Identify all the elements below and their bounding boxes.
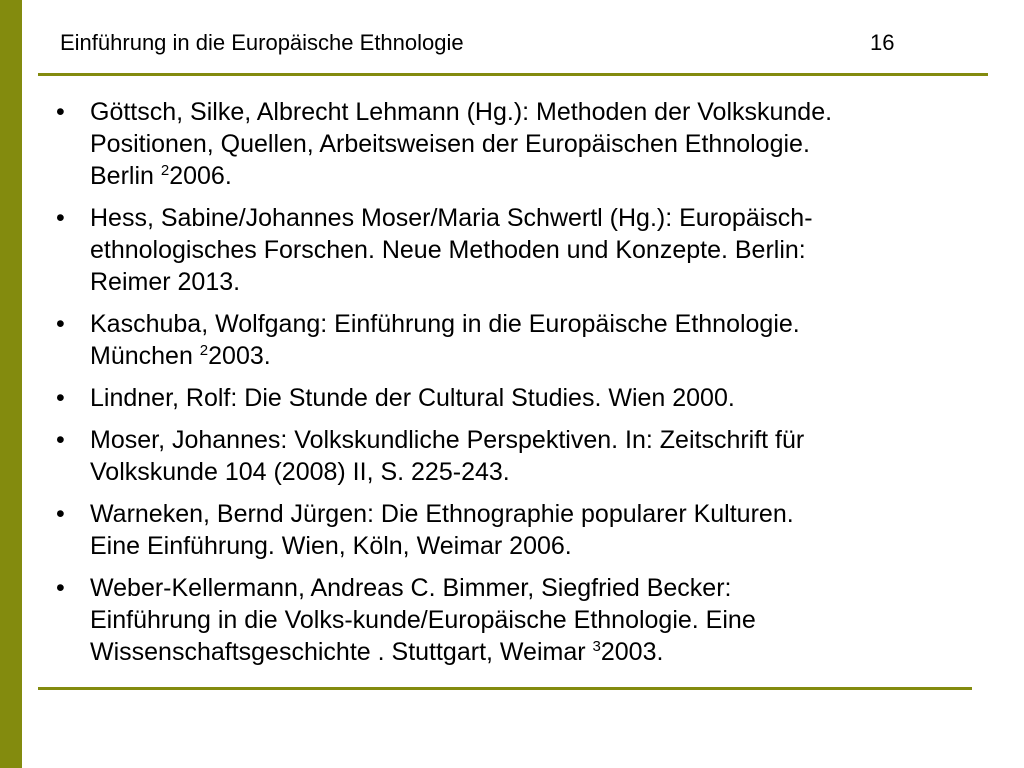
reference-item (90, 572, 970, 668)
reference-item (90, 382, 970, 414)
reference-line: Eine Einführung. Wien, Köln, Weimar 2006. (90, 532, 572, 560)
reference-line: Göttsch, Silke, Albrecht Lehmann (Hg.): Methoden der Volkskunde. (90, 98, 833, 126)
reference-line: Warneken, Bernd Jürgen: Die Ethnographie popularer Kulturen. (90, 500, 794, 528)
top-divider (38, 73, 988, 76)
reference-line: Einführung in die Volks-kunde/Europäische Ethnologie. Eine (90, 606, 756, 634)
reference-item (90, 424, 970, 488)
edition-superscript: 2 (160, 162, 170, 179)
slide-header: Einführung in die Europäische Ethnologie (60, 30, 464, 55)
reference-item (90, 202, 970, 298)
bottom-divider (38, 687, 972, 690)
reference-item (90, 96, 970, 192)
edition-superscript: 3 (592, 638, 601, 655)
reference-line: Wissenschaftsgeschichte . Stuttgart, Weimar (90, 638, 593, 666)
reference-line: München (90, 342, 200, 370)
reference-line: Lindner, Rolf: Die Stunde der Cultural Studies. Wien 2000. (90, 384, 735, 412)
reference-line: Reimer 2013. (90, 268, 241, 296)
reference-year: 2006. (169, 162, 232, 190)
reference-item (90, 498, 970, 562)
reference-line: Hess, Sabine/Johannes Moser/Maria Schwertl (Hg.): Europäisch- (90, 204, 813, 232)
reference-year: 2003. (600, 638, 664, 666)
reference-line: Kaschuba, Wolfgang: Einführung in die Europäische Ethnologie. (90, 310, 800, 338)
edition-superscript: 2 (199, 342, 209, 359)
reference-item (90, 308, 970, 372)
reference-line: Volkskunde 104 (2008) II, S. 225-243. (90, 458, 510, 486)
reference-year: 2003. (208, 342, 271, 370)
reference-line: Berlin (90, 162, 161, 190)
reference-line: Moser, Johannes: Volkskundliche Perspektiven. In: Zeitschrift für (90, 426, 805, 454)
reference-list (90, 96, 970, 678)
left-accent-bar (0, 0, 22, 768)
reference-line: Positionen, Quellen, Arbeitsweisen der Europäischen Ethnologie. (90, 130, 810, 158)
page-number: 16 (870, 30, 895, 55)
reference-line: Weber-Kellermann, Andreas C. Bimmer, Siegfried Becker: (90, 574, 732, 602)
reference-line: ethnologisches Forschen. Neue Methoden und Konzepte. Berlin: (90, 236, 806, 264)
